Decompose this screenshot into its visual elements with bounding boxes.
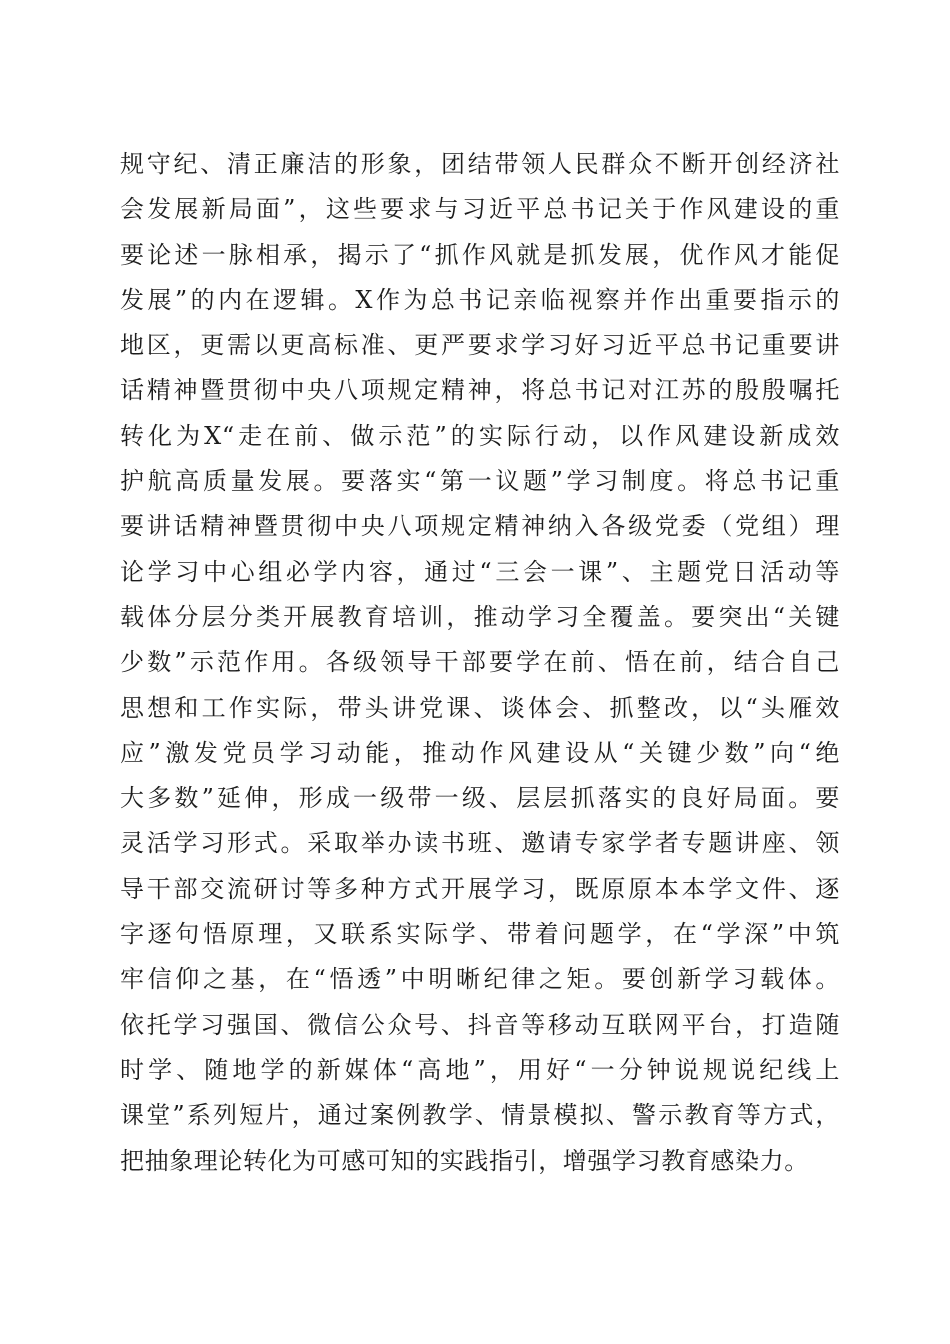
text-line: 大多数”延伸，形成一级带一级、层层抓落实的良好局面。要 <box>120 784 840 813</box>
text-line: 字逐句悟原理，又联系实际学、带着问题学，在“学深”中筑 <box>120 920 840 949</box>
text-line: 依托学习强国、微信公众号、抖音等移动互联网平台，打造随 <box>120 1010 840 1039</box>
text-line: 应”激发党员学习动能，推动作风建设从“关键少数”向“绝 <box>120 738 840 767</box>
text-line: 课堂”系列短片，通过案例教学、情景模拟、警示教育等方式， <box>120 1101 840 1130</box>
text-line: 时学、随地学的新媒体“高地”，用好“一分钟说规说纪线上 <box>120 1055 840 1084</box>
text-line: 思想和工作实际，带头讲党课、谈体会、抓整改，以“头雁效 <box>120 693 840 722</box>
text-line: 会发展新局面”，这些要求与习近平总书记关于作风建设的重 <box>120 195 840 224</box>
text-line: 灵活学习形式。采取举办读书班、邀请专家学者专题讲座、领 <box>120 829 840 858</box>
text-line: 把抽象理论转化为可感可知的实践指引，增强学习教育感染力。 <box>120 1146 809 1175</box>
text-line: 转化为X“走在前、做示范”的实际行动，以作风建设新成效 <box>120 421 840 450</box>
text-line: 话精神暨贯彻中央八项规定精神，将总书记对江苏的殷殷嘱托 <box>120 376 840 405</box>
text-line: 少数”示范作用。各级领导干部要学在前、悟在前，结合自己 <box>120 648 840 677</box>
text-line: 导干部交流研讨等多种方式开展学习，既原原本本学文件、逐 <box>120 874 840 903</box>
text-line: 地区，更需以更高标准、更严要求学习好习近平总书记重要讲 <box>120 331 840 360</box>
text-line: 牢信仰之基，在“悟透”中明晰纪律之矩。要创新学习载体。 <box>120 965 840 994</box>
body-text <box>120 142 840 1184</box>
text-line: 论学习中心组必学内容，通过“三会一课”、主题党日活动等 <box>120 557 840 586</box>
text-line: 规守纪、清正廉洁的形象，团结带领人民群众不断开创经济社 <box>120 150 840 178</box>
text-line: 要讲话精神暨贯彻中央八项规定精神纳入各级党委（党组）理 <box>120 512 840 541</box>
text-line: 载体分层分类开展教育培训，推动学习全覆盖。要突出“关键 <box>120 602 840 631</box>
text-line: 发展”的内在逻辑。X作为总书记亲临视察并作出重要指示的 <box>120 285 840 314</box>
text-line: 护航高质量发展。要落实“第一议题”学习制度。将总书记重 <box>120 467 840 496</box>
text-line: 要论述一脉相承，揭示了“抓作风就是抓发展，优作风才能促 <box>120 240 840 269</box>
